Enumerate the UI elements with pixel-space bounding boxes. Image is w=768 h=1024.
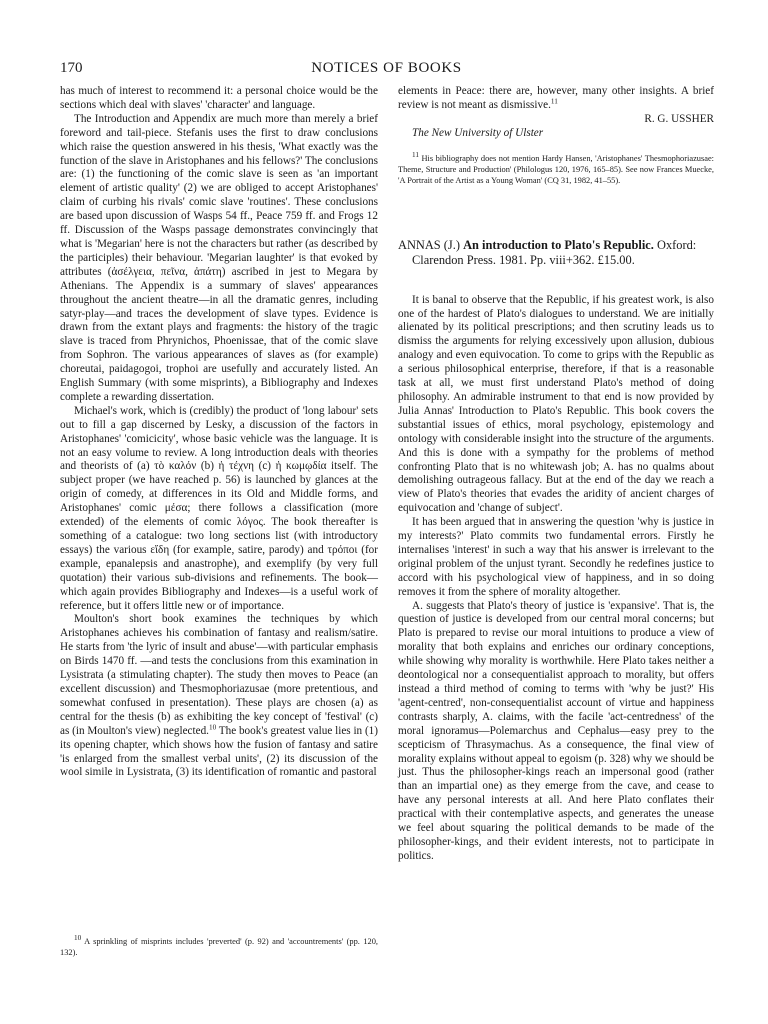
review-body [398, 294, 714, 864]
footnote-11-text: His bibliography does not mention Hardy Hansen, 'Aristophanes' Thesmophoriazusae: Theme, Structure and Production' (Philologus 120, 1976, 165–85). See now Frances Muecke, 'A Portrait of the Artist as a Young Woman' (CQ 31, 1982, 41–55). [398, 153, 714, 185]
review-paragraph-1: It is banal to observe that the Republic, if his greatest work, is also one of the hardest of Plato's dialogues to understand. We are initially alienated by its political prescriptions; and then scrutiny leads us to dismiss the arguments for relying excessively upon allusion, dubious analogy and even equivocation. To come to grips with the Republic as a serious philosophical enterprise, therefore, if that is a reasonable task at all, we must first understand Plato's method of doing philosophy. An admirable instrument to that end is now provided by Julia Annas' Introduction to Plato's Republic. This book covers the substantial issues of ethics, moral psychology, epistemology and ontology with considerable insight into the structure of the arguments. And this is done with a sympathy for the problems of method confronting Plato that is no whitewash job; A. has no qualms about demolishing outrageous fallacy. But at the end of the day we reach a view of Plato's theories that evades the aridity of ancient charges of equivocation and 'change of subject'. [398, 293, 714, 515]
moulton-text-b: The book's greatest value lies in (1) its opening chapter, which shows how the fusion of fantasy and satire 'is enlarged from the smallest verbal units', (2) its discussion of the wool simile in Lysistrata, (3) its identification of romantic and pastoral [60, 724, 378, 779]
right-column [398, 85, 714, 864]
paragraph-continuation: has much of interest to recommend it: a personal choice would be the sections which deal with slaves' 'character' and language. [60, 85, 378, 111]
review-paragraph-2: It has been argued that in answering the question 'why is justice in my interests?' Plato commits two fundamental errors. Firstly he internalises 'interest' in such a way that his answer is irrelevant to the original problem of the unjust tyrant. Secondly he redefines justice to accord with his psychological view of happiness, and in so doing removes it from the sphere of morality altogether. [398, 516, 714, 598]
page-number: 170 [60, 60, 83, 76]
paragraph-moulton [60, 613, 378, 780]
left-column [60, 85, 378, 780]
book-author: ANNAS (J.) [398, 237, 460, 252]
footnote-ref-11: 11 [550, 97, 558, 106]
book-publisher: Oxford: Clarendon Press. 1981. Pp. viii+362. £15.00. [412, 237, 697, 267]
footnote-10 [60, 936, 378, 958]
book-title: An introduction to Plato's Republic. [463, 237, 654, 252]
footnote-10-marker: 10 [74, 934, 82, 943]
continuation-text: elements in Peace: there are, however, many other insights. A brief review is not meant as dismissive. [398, 85, 714, 111]
paragraph-continuation-right [398, 85, 714, 113]
paragraph-michael: Michael's work, which is (credibly) the product of 'long labour' sets out to fill a gap discerned by Lesky, a discussion of the factors in Aristophanes' 'comicicity', whose basic vehicle was the language. It is not an easy volume to review. A long introduction deals with theories and theorists of (a) τὸ καλόν (b) ἡ τέχνη (c) ἡ κωμῳδία itself. The subject proper (we have reached p. 56) is launched by glances at the origin of comedy, at differences in its Old and Middle forms, and Aristophanes' comic μέσα; there follows a classification (more extended) of the elements of comic λόγος. The book thereafter is something of a catalogue: two long sections list (with introductory essays) the various εἴδη (for example, satire, parody) and τρόποι (for example, epanalepsis and anastrophe), and exemplify (by very full quotation) their various sub-divisions and refinements. The book—which again provides Bibliography and Indexes—is a useful work of reference, but it offers little new or of importance. [60, 404, 378, 612]
review-paragraph-3: A. suggests that Plato's theory of justice is 'expansive'. That is, the question of justice is developed from our central moral concerns; but Plato is prepared to revise our moral intuitions to produce a view of morality that both explains and enriches our ordinary conceptions, while showing why morality is worthwhile. Here Plato takes neither a deontological nor a consequentialist approach to morality, but offers instead a third method of coming to terms with 'why be just?' His 'agent-centred', non-consequentialist account of virtue and happiness contrasts sharply, A. claims, with the facile 'act-centredness' of the moral ignoramus—Polemarchus and Cephalus—easy prey to the scepticism of Thrasymachus. As a consequence, the final view of morality explains without appeal to egoism (p. 328) why we should be just. Thus the philosopher-kings reach an impersonal good (rather than an impartial one) as they emerge from the cave, and cease to have any personal interests at all. And here Plato conflates their practical with their contemplative aspects, and generates the unease we feel about squaring the political demands to be made of the philosopher-kings, and their evident interests, not to participate in politics. [398, 599, 714, 862]
footnote-10-text: A sprinkling of misprints includes 'preverted' (p. 92) and 'accountrements' (pp. 120, 132). [60, 937, 378, 957]
book-citation-heading [398, 238, 714, 268]
footnote-ref-10: 10 [208, 722, 217, 731]
moulton-text-a: Moulton's short book examines the techniques by which Aristophanes achieves his combination of fantasy and realism/satire. He starts from 'the lyric of insult and abuse'—with particular emphasis on Birds 1470 ff. —and tests the conclusions from this examination in Lysistrata (a stimulating chapter). The study then moves to Peace (an excellent discussion) and Thesmophoriazusae (more pretentious, and somewhat confused in presentation). These plays are chosen (a) as central for the thesis (b) as exhibiting the key concept of 'festival' (c) as (in Moulton's view) neglected. [60, 613, 378, 737]
reviewer-name: R. G. USSHER [644, 112, 714, 125]
page-header [60, 60, 713, 84]
footnote-11-marker: 11 [412, 150, 419, 159]
running-title: NOTICES OF BOOKS [311, 60, 462, 76]
paragraph-stefanis: The Introduction and Appendix are much more than merely a brief foreword and tail-piece. Stefanis uses the first to draw conclusions which raise the question answered in his thesis, 'What exactly was the function of the slave in Aristophanes and his fellows?' The conclusions are: (1) the functioning of the comic slave is seen as 'an important element of artistic quality' (2) we are obliged to accept Aristophanes' claim of curbing his rivals' comic slave 'routines'. These conclusions are based upon discussion of Wasps 54 ff., Peace 759 ff. and Frogs 12 ff. Discussion of the Wasps passage demonstrates convincingly that what is 'Megarian' here is not the characters but rather (as described by the participles) their behaviour. 'Megarian laughter' is that evoked by attributes (ἀσέλγεια, πεῖνα, ἀπάτη) ascribed in jest to Megara by Athenians. The Appendix is a summary of slaves' appearances throughout the ancient theatre—in all the dramatic genres, including satyr-play—and traces the development of slave types. Evidence is drawn from the extant plays and fragments: the history of the tragic slave is traced from Phrynichos, Phoenissae, that of the comic slave from Sophron. The various appearances of slaves as (for example) choreutai, paidagogoi, trophoi are usefully and accurately listed. An English Summary (with some misprints), a Bibliography and Indexes complete a rewarding dissertation. [60, 112, 378, 403]
reviewer-institution: The New University of Ulster [412, 126, 544, 139]
footnote-11 [398, 150, 714, 186]
